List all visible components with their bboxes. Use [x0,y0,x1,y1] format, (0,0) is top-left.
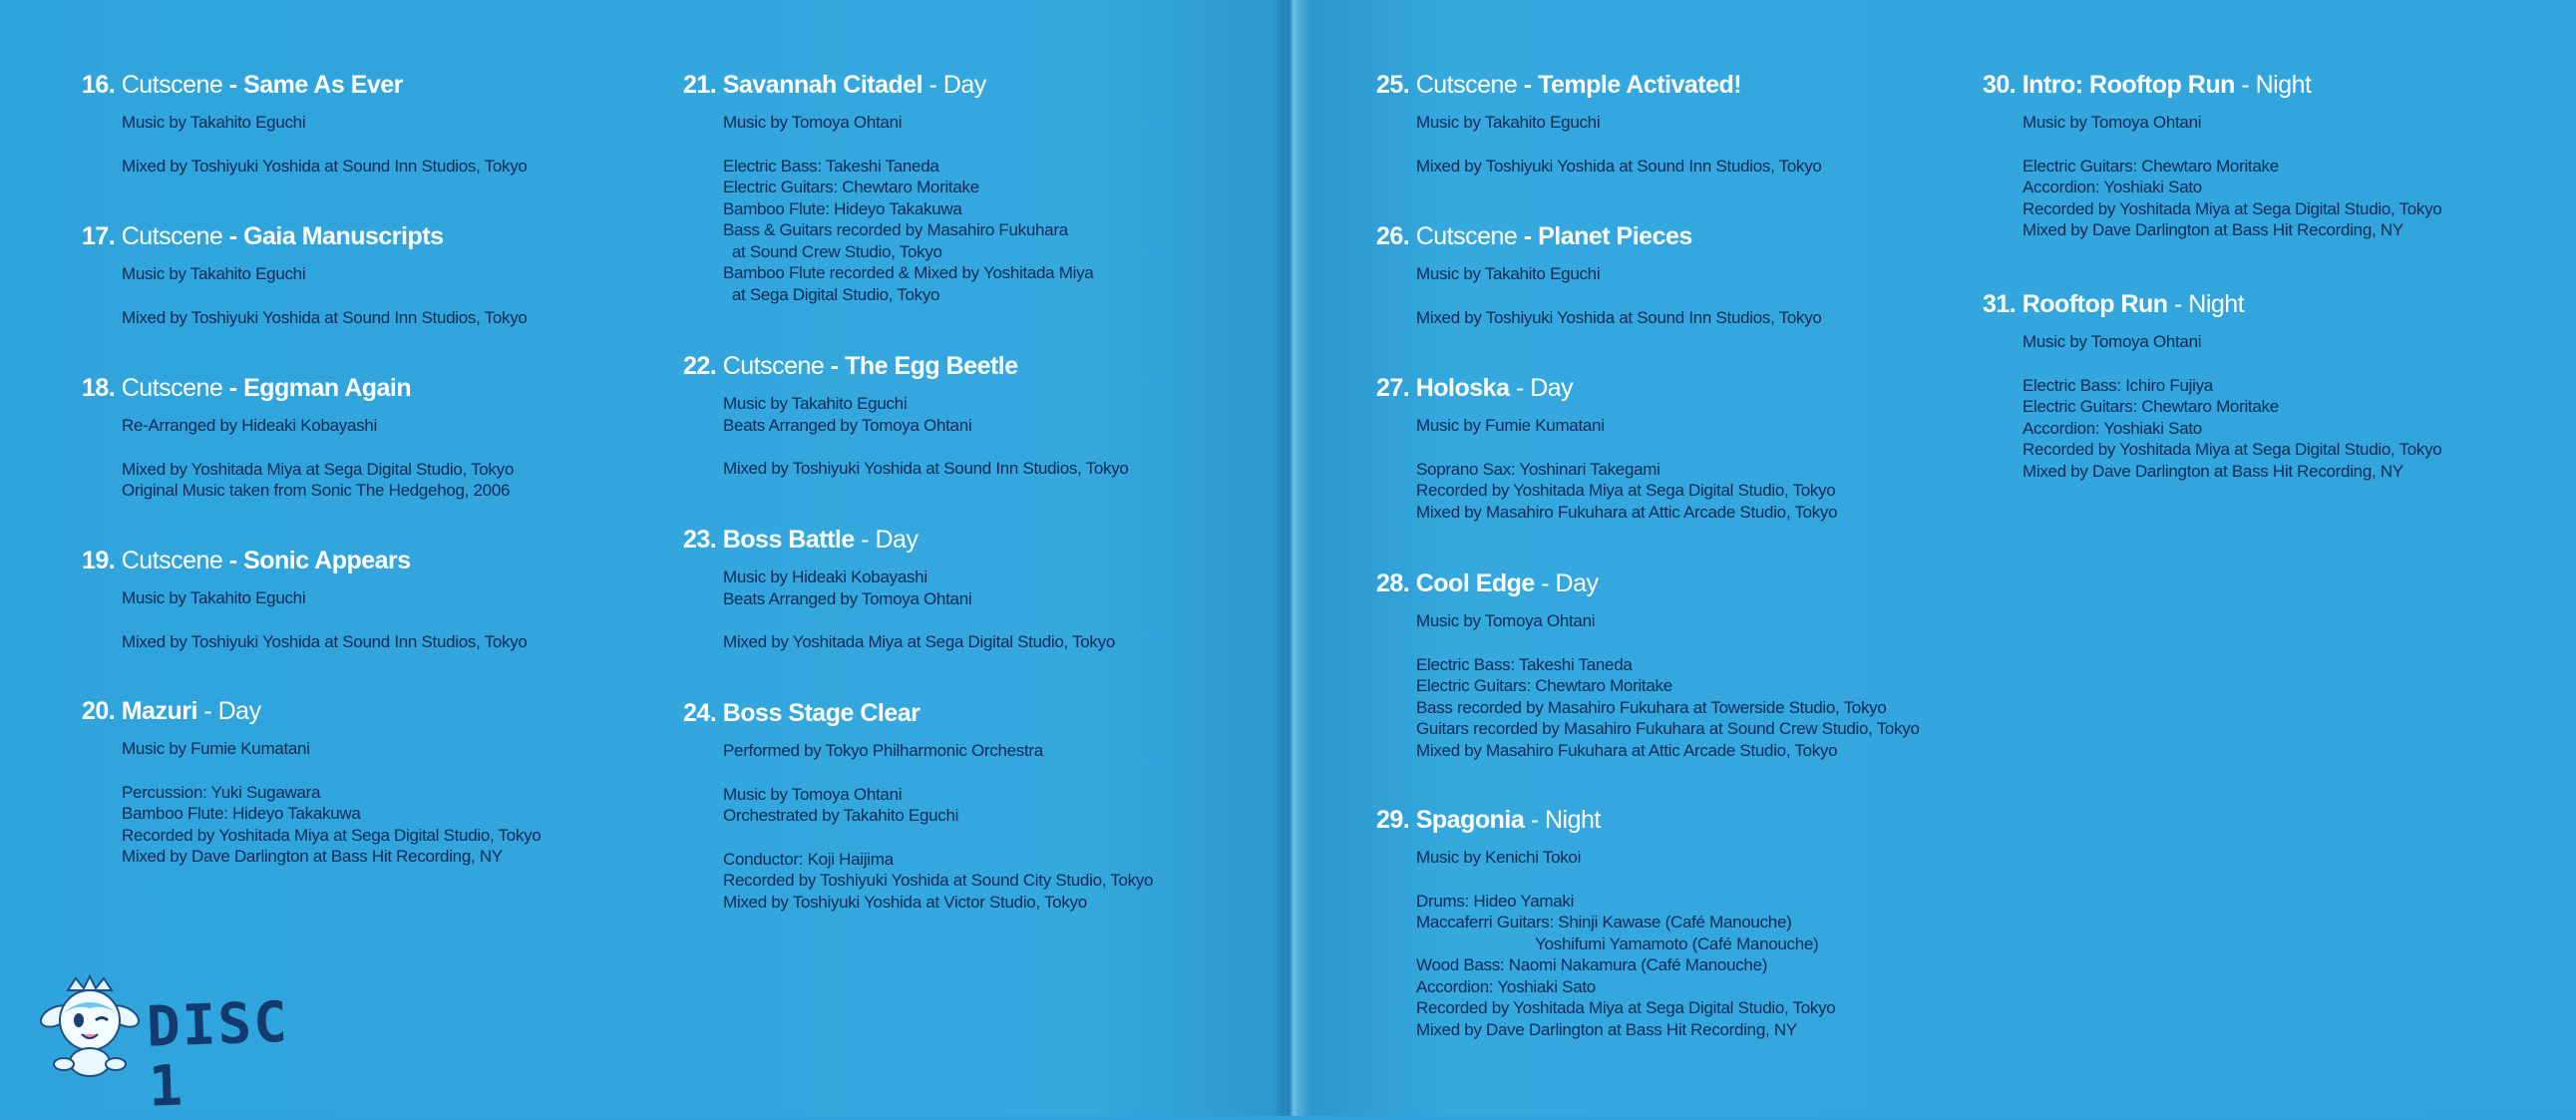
credit-group [723,849,1381,914]
track-credits [1416,263,2074,328]
track-num: 31. [1983,290,2017,318]
track-suffix: - Day [1541,569,1599,597]
credit-group [1416,891,2074,1041]
credit-line: Mixed by Toshiyuki Yoshida at Sound Inn Studios, Tokyo [122,156,528,176]
credit-group [723,458,1381,480]
credit-group [723,566,1381,609]
track-entry [82,221,780,328]
track-credits [1416,415,2074,523]
track-title [1376,568,2074,598]
track-credits [122,738,780,868]
credit-line: Music by Takahito Eguchi [723,394,908,413]
track-title [1376,373,2074,403]
track-num: 19. [82,547,116,574]
track-entry [1983,289,2576,482]
credit-line: Recorded by Yoshitada Miya at Sega Digital Studio, Tokyo [2023,440,2442,459]
credit-line: Music by Tomoya Ohtani [723,784,903,804]
track-credits [723,740,1381,913]
credit-line: at Sega Digital Studio, Tokyo [723,284,940,304]
credit-line: Music by Tomoya Ohtani [1416,611,1596,630]
credit-line: Recorded by Toshiyuki Yoshida at Sound City Studio, Tokyo [723,871,1154,890]
track-prefix: Cutscene [121,374,223,402]
credit-line: Mixed by Dave Darlington at Bass Hit Recording, NY [2023,461,2403,481]
track-title [1376,70,2074,100]
credit-line: Music by Fumie Kumatani [122,739,310,758]
chip-mascot-icon [30,972,150,1082]
credit-line: Mixed by Masahiro Fukuhara at Attic Arcade Studio, Tokyo [1416,740,1838,760]
track-entry [1376,568,2074,761]
credit-group [1416,847,2074,869]
track-credits [1416,847,2074,1040]
credit-line: Music by Kenichi Tokoi [1416,848,1582,867]
credit-line: Percussion: Yuki Sugawara [122,782,321,802]
credit-line: Mixed by Yoshitada Miya at Sega Digital Studio, Tokyo [122,459,514,479]
credit-line: Music by Tomoya Ohtani [2023,113,2202,132]
credit-group [122,782,780,868]
track-entry [82,546,780,652]
track-suffix: - Day [203,697,261,725]
credit-line: Electric Bass: Ichiro Fujiya [2023,375,2213,395]
credit-line: Music by Takahito Eguchi [1416,113,1601,132]
credit-line: Electric Guitars: Chewtaro Moritake [2023,156,2279,176]
credit-line: Mixed by Yoshitada Miya at Sega Digital Studio, Tokyo [723,632,1115,651]
credit-line: Bamboo Flute: Hideyo Takakuwa [723,198,962,218]
track-entry [82,373,780,502]
credit-line: Mixed by Masahiro Fukuhara at Attic Arcade Studio, Tokyo [1416,502,1838,522]
credit-line: Bamboo Flute: Hideyo Takakuwa [122,804,361,823]
track-num: 21. [683,71,717,99]
credit-line: Music by Hideaki Kobayashi [723,567,927,586]
track-num: 26. [1376,222,1410,250]
credit-group [2023,375,2576,483]
track-num: 23. [683,526,717,554]
track-entry [1983,70,2576,241]
track-num: 16. [82,71,116,99]
track-credits [122,587,780,652]
track-num: 17. [82,222,116,250]
credit-line: Accordion: Yoshiaki Sato [2023,178,2202,196]
track-title [683,70,1381,100]
track-num: 20. [82,697,116,725]
track-prefix: Cutscene [121,222,223,250]
track-num: 25. [1376,71,1410,99]
track-title [683,698,1381,728]
credit-group [1416,459,2074,524]
track-entry [683,70,1381,305]
credit-group [1416,112,2074,134]
credit-group [1416,156,2074,178]
track-prefix: Cutscene [722,352,825,380]
credit-line: Drums: Hideo Yamaki [1416,891,1575,911]
track-num: 18. [82,374,116,402]
credit-group [122,415,780,437]
credit-group [2023,331,2576,353]
credit-line: Mixed by Toshiyuki Yoshida at Sound Inn Studios, Tokyo [1416,156,1822,176]
track-title [1376,805,2074,835]
credit-line: Guitars recorded by Masahiro Fukuhara at Sound Crew Studio, Tokyo [1416,719,1920,738]
credit-group [1416,263,2074,285]
track-entry [82,70,780,177]
track-title [82,70,780,100]
credit-group [723,156,1381,306]
track-name: - The Egg Beetle [830,352,1018,380]
track-name: Cool Edge [1415,569,1535,597]
credit-line: Maccaferri Guitars: Shinji Kawase (Café Manouche) [1416,913,1792,932]
credit-group [723,112,1381,134]
track-suffix: - Day [928,71,986,99]
credit-line: Beats Arranged by Tomoya Ohtani [723,588,972,608]
track-entry [1376,805,2074,1040]
track-credits [122,112,780,177]
credit-line: Music by Tomoya Ohtani [723,113,903,132]
track-num: 27. [1376,374,1410,402]
track-num: 28. [1376,569,1410,597]
credit-group [1416,415,2074,437]
credit-line: Mixed by Toshiyuki Yoshida at Sound Inn Studios, Tokyo [1416,307,1822,327]
credit-line: Music by Tomoya Ohtani [2023,332,2202,351]
credit-group [122,738,780,760]
credit-line: Bass recorded by Masahiro Fukuhara at Towerside Studio, Tokyo [1416,697,1887,717]
track-entry [1376,373,2074,523]
track-name: Savannah Citadel [722,71,923,99]
credit-line: Electric Guitars: Chewtaro Moritake [1416,676,1672,695]
track-entry [683,698,1381,913]
credit-line: Mixed by Dave Darlington at Bass Hit Recording, NY [122,847,503,866]
track-title [683,351,1381,381]
track-name: Intro: Rooftop Run [2022,71,2235,99]
track-prefix: Cutscene [121,547,223,574]
credit-group [122,263,780,285]
track-credits [2023,331,2576,482]
track-name: Boss Stage Clear [722,699,920,727]
credit-line: Original Music taken from Sonic The Hedgehog, 2006 [122,481,511,500]
track-title [1983,70,2576,100]
credit-line: Accordion: Yoshiaki Sato [2023,418,2202,438]
track-name: Rooftop Run [2022,290,2168,318]
credit-line: Music by Takahito Eguchi [1416,264,1601,283]
credit-group [1416,610,2074,632]
credit-group [2023,156,2576,241]
track-credits [723,112,1381,305]
credit-group [122,587,780,609]
credit-line: Mixed by Dave Darlington at Bass Hit Recording, NY [1416,1019,1797,1039]
credit-line: Mixed by Toshiyuki Yoshida at Sound Inn Studios, Tokyo [723,459,1129,478]
credit-line: Recorded by Yoshitada Miya at Sega Digital Studio, Tokyo [1416,481,1836,500]
credit-line: Conductor: Koji Haijima [723,849,894,869]
credit-line: Bamboo Flute recorded & Mixed by Yoshitada Miya [723,263,1094,282]
track-name: Boss Battle [722,526,855,554]
track-num: 29. [1376,806,1410,834]
credit-line: Soprano Sax: Yoshinari Takegami [1416,459,1660,479]
track-num: 24. [683,699,717,727]
track-entry [1376,221,2074,328]
track-title [82,373,780,403]
track-suffix: - Night [2241,71,2312,99]
track-num: 22. [683,352,717,380]
track-prefix: Cutscene [121,71,223,99]
credit-line: Mixed by Dave Darlington at Bass Hit Recording, NY [2023,220,2403,239]
credit-line: Wood Bass: Naomi Nakamura (Café Manouche) [1416,955,1768,974]
credit-line: Mixed by Toshiyuki Yoshida at Sound Inn Studios, Tokyo [122,631,528,651]
credit-group [122,459,780,502]
credit-group [1416,307,2074,329]
credit-line: Music by Fumie Kumatani [1416,416,1605,435]
track-title [82,221,780,251]
track-name: Spagonia [1415,806,1525,834]
track-name: - Gaia Manuscripts [228,222,444,250]
track-prefix: Cutscene [1415,71,1518,99]
credit-line: Recorded by Yoshitada Miya at Sega Digital Studio, Tokyo [1416,998,1836,1017]
credit-group [723,393,1381,436]
credit-line: Accordion: Yoshiaki Sato [1416,976,1596,996]
track-name: Mazuri [121,697,197,725]
credit-line: Electric Guitars: Chewtaro Moritake [2023,397,2279,416]
track-title [1983,289,2576,319]
credit-line: Mixed by Toshiyuki Yoshida at Sound Inn Studios, Tokyo [122,307,528,327]
track-credits [122,415,780,502]
credit-group [723,784,1381,827]
credit-group [723,740,1381,762]
credit-group [2023,112,2576,134]
track-credits [2023,112,2576,241]
credit-line: Electric Guitars: Chewtaro Moritake [723,178,979,196]
track-credits [1416,610,2074,761]
credit-line: Electric Bass: Takeshi Taneda [723,156,939,176]
credit-group [723,631,1381,653]
track-suffix: - Day [861,526,919,554]
credit-line: Beats Arranged by Tomoya Ohtani [723,415,972,435]
track-name: - Temple Activated! [1523,71,1742,99]
credit-line: Bass & Guitars recorded by Masahiro Fukuhara [723,220,1068,239]
track-suffix: - Day [1515,374,1574,402]
track-credits [122,263,780,328]
credit-line: Performed by Tokyo Philharmonic Orchestra [723,741,1043,760]
track-title [82,546,780,575]
credit-line: Re-Arranged by Hideaki Kobayashi [122,416,377,435]
credit-line: Mixed by Toshiyuki Yoshida at Victor Studio, Tokyo [723,892,1087,912]
track-prefix: Cutscene [1415,222,1518,250]
track-name: - Planet Pieces [1523,222,1692,250]
track-entry [683,351,1381,480]
credit-group [122,156,780,178]
track-title [1376,221,2074,251]
credit-line: Recorded by Yoshitada Miya at Sega Digital Studio, Tokyo [2023,198,2442,218]
credit-group [122,631,780,653]
credit-line: Music by Takahito Eguchi [122,264,306,283]
track-entry [1376,70,2074,177]
track-credits [1416,112,2074,177]
track-suffix: - Night [2174,290,2245,318]
credit-line: Yoshifumi Yamamoto (Café Manouche) [1416,933,1819,953]
track-title [683,525,1381,555]
track-name: - Eggman Again [228,374,412,402]
track-credits [723,566,1381,653]
credit-line: at Sound Crew Studio, Tokyo [723,241,942,261]
track-entry [683,525,1381,653]
credit-line: Music by Takahito Eguchi [122,588,306,607]
credit-line: Electric Bass: Takeshi Taneda [1416,654,1633,674]
track-entry [82,696,780,868]
credit-line: Orchestrated by Takahito Eguchi [723,806,959,825]
track-title [82,696,780,726]
track-name: - Same As Ever [228,71,403,99]
track-name: - Sonic Appears [228,547,411,574]
disc-badge [30,972,359,1120]
track-num: 30. [1983,71,2017,99]
credit-line: Music by Takahito Eguchi [122,113,306,132]
credit-group [1416,654,2074,762]
track-name: Holoska [1415,374,1510,402]
disc-label: DISC 1 [145,989,290,1120]
track-suffix: - Night [1530,806,1601,834]
credit-group [122,112,780,134]
credit-line: Recorded by Yoshitada Miya at Sega Digital Studio, Tokyo [122,825,542,845]
credit-group [122,307,780,329]
track-credits [723,393,1381,480]
